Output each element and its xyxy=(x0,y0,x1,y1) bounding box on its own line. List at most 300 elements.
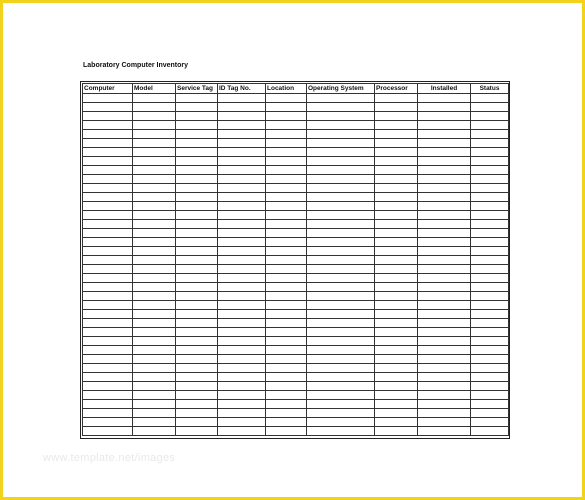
table-cell[interactable] xyxy=(418,427,471,436)
table-cell[interactable] xyxy=(176,265,218,274)
table-cell[interactable] xyxy=(133,202,176,211)
table-cell[interactable] xyxy=(418,265,471,274)
table-cell[interactable] xyxy=(133,112,176,121)
table-cell[interactable] xyxy=(266,139,307,148)
table-cell[interactable] xyxy=(375,337,418,346)
table-cell[interactable] xyxy=(218,238,266,247)
table-cell[interactable] xyxy=(133,427,176,436)
table-cell[interactable] xyxy=(307,319,375,328)
table-cell[interactable] xyxy=(83,121,133,130)
table-cell[interactable] xyxy=(83,337,133,346)
table-cell[interactable] xyxy=(83,382,133,391)
table-cell[interactable] xyxy=(133,364,176,373)
table-cell[interactable] xyxy=(266,220,307,229)
table-cell[interactable] xyxy=(83,409,133,418)
table-cell[interactable] xyxy=(218,193,266,202)
table-cell[interactable] xyxy=(266,211,307,220)
table-cell[interactable] xyxy=(133,409,176,418)
table-cell[interactable] xyxy=(375,121,418,130)
table-cell[interactable] xyxy=(418,418,471,427)
table-cell[interactable] xyxy=(176,283,218,292)
table-cell[interactable] xyxy=(83,355,133,364)
table-cell[interactable] xyxy=(176,130,218,139)
table-cell[interactable] xyxy=(418,373,471,382)
table-cell[interactable] xyxy=(307,274,375,283)
table-cell[interactable] xyxy=(176,247,218,256)
table-cell[interactable] xyxy=(176,238,218,247)
table-cell[interactable] xyxy=(418,328,471,337)
table-cell[interactable] xyxy=(133,121,176,130)
table-cell[interactable] xyxy=(133,103,176,112)
table-cell[interactable] xyxy=(83,274,133,283)
table-cell[interactable] xyxy=(266,391,307,400)
table-cell[interactable] xyxy=(471,373,509,382)
table-cell[interactable] xyxy=(266,166,307,175)
table-cell[interactable] xyxy=(176,166,218,175)
table-cell[interactable] xyxy=(83,400,133,409)
table-cell[interactable] xyxy=(218,220,266,229)
table-cell[interactable] xyxy=(375,328,418,337)
table-cell[interactable] xyxy=(133,310,176,319)
table-cell[interactable] xyxy=(266,283,307,292)
table-cell[interactable] xyxy=(471,247,509,256)
table-cell[interactable] xyxy=(375,175,418,184)
table-cell[interactable] xyxy=(471,202,509,211)
table-cell[interactable] xyxy=(83,130,133,139)
table-cell[interactable] xyxy=(375,292,418,301)
table-cell[interactable] xyxy=(83,301,133,310)
table-cell[interactable] xyxy=(218,427,266,436)
table-cell[interactable] xyxy=(83,346,133,355)
table-cell[interactable] xyxy=(375,193,418,202)
table-cell[interactable] xyxy=(83,112,133,121)
table-cell[interactable] xyxy=(418,355,471,364)
table-cell[interactable] xyxy=(307,220,375,229)
table-cell[interactable] xyxy=(375,148,418,157)
table-cell[interactable] xyxy=(83,238,133,247)
table-cell[interactable] xyxy=(176,220,218,229)
table-cell[interactable] xyxy=(266,247,307,256)
table-cell[interactable] xyxy=(218,175,266,184)
table-cell[interactable] xyxy=(471,283,509,292)
table-cell[interactable] xyxy=(307,112,375,121)
table-cell[interactable] xyxy=(307,175,375,184)
table-cell[interactable] xyxy=(176,112,218,121)
table-cell[interactable] xyxy=(176,157,218,166)
table-cell[interactable] xyxy=(375,301,418,310)
table-cell[interactable] xyxy=(307,202,375,211)
table-cell[interactable] xyxy=(176,139,218,148)
table-cell[interactable] xyxy=(176,409,218,418)
table-cell[interactable] xyxy=(418,112,471,121)
table-cell[interactable] xyxy=(375,94,418,103)
table-cell[interactable] xyxy=(176,382,218,391)
table-cell[interactable] xyxy=(83,148,133,157)
table-cell[interactable] xyxy=(471,301,509,310)
table-cell[interactable] xyxy=(471,418,509,427)
table-cell[interactable] xyxy=(133,193,176,202)
table-cell[interactable] xyxy=(375,391,418,400)
table-cell[interactable] xyxy=(471,103,509,112)
table-cell[interactable] xyxy=(307,382,375,391)
table-cell[interactable] xyxy=(218,256,266,265)
table-cell[interactable] xyxy=(133,148,176,157)
table-cell[interactable] xyxy=(418,103,471,112)
table-cell[interactable] xyxy=(133,184,176,193)
table-cell[interactable] xyxy=(418,202,471,211)
table-cell[interactable] xyxy=(176,346,218,355)
table-cell[interactable] xyxy=(471,310,509,319)
table-cell[interactable] xyxy=(218,121,266,130)
table-cell[interactable] xyxy=(218,391,266,400)
table-cell[interactable] xyxy=(176,94,218,103)
table-cell[interactable] xyxy=(471,256,509,265)
table-cell[interactable] xyxy=(471,355,509,364)
table-cell[interactable] xyxy=(307,427,375,436)
table-cell[interactable] xyxy=(218,247,266,256)
table-cell[interactable] xyxy=(266,382,307,391)
table-cell[interactable] xyxy=(266,418,307,427)
table-cell[interactable] xyxy=(375,355,418,364)
table-cell[interactable] xyxy=(176,328,218,337)
table-cell[interactable] xyxy=(218,319,266,328)
table-cell[interactable] xyxy=(266,337,307,346)
table-cell[interactable] xyxy=(375,112,418,121)
table-cell[interactable] xyxy=(307,391,375,400)
table-cell[interactable] xyxy=(471,292,509,301)
table-cell[interactable] xyxy=(375,238,418,247)
table-cell[interactable] xyxy=(133,283,176,292)
table-cell[interactable] xyxy=(176,211,218,220)
table-cell[interactable] xyxy=(418,364,471,373)
table-cell[interactable] xyxy=(471,157,509,166)
table-cell[interactable] xyxy=(176,121,218,130)
table-cell[interactable] xyxy=(471,319,509,328)
table-cell[interactable] xyxy=(307,364,375,373)
table-cell[interactable] xyxy=(218,112,266,121)
table-cell[interactable] xyxy=(176,193,218,202)
table-cell[interactable] xyxy=(133,157,176,166)
table-cell[interactable] xyxy=(218,382,266,391)
table-cell[interactable] xyxy=(307,373,375,382)
table-cell[interactable] xyxy=(375,247,418,256)
table-cell[interactable] xyxy=(83,166,133,175)
table-cell[interactable] xyxy=(176,301,218,310)
table-cell[interactable] xyxy=(133,139,176,148)
table-cell[interactable] xyxy=(83,256,133,265)
table-cell[interactable] xyxy=(218,328,266,337)
table-cell[interactable] xyxy=(418,130,471,139)
table-cell[interactable] xyxy=(375,382,418,391)
table-cell[interactable] xyxy=(218,202,266,211)
table-cell[interactable] xyxy=(307,310,375,319)
table-cell[interactable] xyxy=(133,328,176,337)
table-cell[interactable] xyxy=(471,382,509,391)
table-cell[interactable] xyxy=(471,274,509,283)
table-cell[interactable] xyxy=(418,382,471,391)
table-cell[interactable] xyxy=(266,355,307,364)
table-cell[interactable] xyxy=(133,373,176,382)
table-cell[interactable] xyxy=(266,328,307,337)
table-cell[interactable] xyxy=(375,310,418,319)
table-cell[interactable] xyxy=(375,211,418,220)
table-cell[interactable] xyxy=(418,166,471,175)
table-cell[interactable] xyxy=(307,247,375,256)
table-cell[interactable] xyxy=(83,139,133,148)
table-cell[interactable] xyxy=(307,301,375,310)
table-cell[interactable] xyxy=(176,319,218,328)
table-cell[interactable] xyxy=(83,427,133,436)
table-cell[interactable] xyxy=(418,193,471,202)
table-cell[interactable] xyxy=(83,319,133,328)
table-cell[interactable] xyxy=(133,382,176,391)
table-cell[interactable] xyxy=(218,310,266,319)
table-cell[interactable] xyxy=(307,418,375,427)
table-cell[interactable] xyxy=(471,238,509,247)
table-cell[interactable] xyxy=(418,274,471,283)
table-cell[interactable] xyxy=(375,418,418,427)
table-cell[interactable] xyxy=(471,400,509,409)
table-cell[interactable] xyxy=(266,292,307,301)
table-cell[interactable] xyxy=(471,130,509,139)
table-cell[interactable] xyxy=(133,292,176,301)
table-cell[interactable] xyxy=(418,247,471,256)
table-cell[interactable] xyxy=(418,157,471,166)
table-cell[interactable] xyxy=(218,229,266,238)
table-cell[interactable] xyxy=(176,355,218,364)
table-cell[interactable] xyxy=(83,193,133,202)
table-cell[interactable] xyxy=(307,328,375,337)
table-cell[interactable] xyxy=(307,148,375,157)
table-cell[interactable] xyxy=(83,247,133,256)
table-cell[interactable] xyxy=(375,184,418,193)
table-cell[interactable] xyxy=(418,94,471,103)
table-cell[interactable] xyxy=(133,130,176,139)
table-cell[interactable] xyxy=(218,292,266,301)
table-cell[interactable] xyxy=(83,310,133,319)
table-cell[interactable] xyxy=(471,193,509,202)
table-cell[interactable] xyxy=(218,274,266,283)
table-cell[interactable] xyxy=(176,391,218,400)
table-cell[interactable] xyxy=(375,157,418,166)
table-cell[interactable] xyxy=(375,283,418,292)
table-cell[interactable] xyxy=(418,256,471,265)
table-cell[interactable] xyxy=(133,166,176,175)
table-cell[interactable] xyxy=(176,427,218,436)
table-cell[interactable] xyxy=(218,166,266,175)
table-cell[interactable] xyxy=(176,364,218,373)
table-cell[interactable] xyxy=(471,220,509,229)
table-cell[interactable] xyxy=(176,148,218,157)
table-cell[interactable] xyxy=(218,337,266,346)
table-cell[interactable] xyxy=(418,346,471,355)
table-cell[interactable] xyxy=(83,157,133,166)
table-cell[interactable] xyxy=(418,400,471,409)
table-cell[interactable] xyxy=(176,229,218,238)
table-cell[interactable] xyxy=(133,337,176,346)
table-cell[interactable] xyxy=(218,184,266,193)
table-cell[interactable] xyxy=(418,175,471,184)
table-cell[interactable] xyxy=(133,256,176,265)
table-cell[interactable] xyxy=(471,148,509,157)
table-cell[interactable] xyxy=(307,292,375,301)
table-cell[interactable] xyxy=(307,400,375,409)
table-cell[interactable] xyxy=(307,130,375,139)
table-cell[interactable] xyxy=(83,418,133,427)
table-cell[interactable] xyxy=(375,202,418,211)
table-cell[interactable] xyxy=(471,409,509,418)
table-cell[interactable] xyxy=(83,103,133,112)
table-cell[interactable] xyxy=(375,130,418,139)
table-cell[interactable] xyxy=(218,364,266,373)
table-cell[interactable] xyxy=(307,193,375,202)
table-cell[interactable] xyxy=(471,337,509,346)
table-cell[interactable] xyxy=(471,139,509,148)
table-cell[interactable] xyxy=(133,220,176,229)
table-cell[interactable] xyxy=(133,265,176,274)
table-cell[interactable] xyxy=(418,391,471,400)
table-cell[interactable] xyxy=(218,301,266,310)
table-cell[interactable] xyxy=(471,112,509,121)
table-cell[interactable] xyxy=(176,256,218,265)
table-cell[interactable] xyxy=(266,193,307,202)
table-cell[interactable] xyxy=(83,364,133,373)
table-cell[interactable] xyxy=(266,400,307,409)
table-cell[interactable] xyxy=(375,400,418,409)
table-cell[interactable] xyxy=(176,337,218,346)
table-cell[interactable] xyxy=(218,211,266,220)
table-cell[interactable] xyxy=(307,166,375,175)
table-cell[interactable] xyxy=(133,94,176,103)
table-cell[interactable] xyxy=(471,184,509,193)
table-cell[interactable] xyxy=(218,373,266,382)
table-cell[interactable] xyxy=(266,202,307,211)
table-cell[interactable] xyxy=(471,229,509,238)
table-cell[interactable] xyxy=(133,238,176,247)
table-cell[interactable] xyxy=(218,400,266,409)
table-cell[interactable] xyxy=(266,310,307,319)
table-cell[interactable] xyxy=(307,238,375,247)
table-cell[interactable] xyxy=(133,400,176,409)
table-cell[interactable] xyxy=(218,418,266,427)
table-cell[interactable] xyxy=(307,139,375,148)
table-cell[interactable] xyxy=(266,103,307,112)
table-cell[interactable] xyxy=(266,148,307,157)
table-cell[interactable] xyxy=(133,229,176,238)
table-cell[interactable] xyxy=(307,409,375,418)
table-cell[interactable] xyxy=(83,328,133,337)
table-cell[interactable] xyxy=(266,184,307,193)
table-cell[interactable] xyxy=(418,148,471,157)
table-cell[interactable] xyxy=(176,400,218,409)
table-cell[interactable] xyxy=(418,301,471,310)
table-cell[interactable] xyxy=(266,319,307,328)
table-cell[interactable] xyxy=(266,121,307,130)
table-cell[interactable] xyxy=(176,373,218,382)
table-cell[interactable] xyxy=(218,139,266,148)
table-cell[interactable] xyxy=(471,211,509,220)
table-cell[interactable] xyxy=(218,103,266,112)
table-cell[interactable] xyxy=(307,157,375,166)
table-cell[interactable] xyxy=(307,184,375,193)
table-cell[interactable] xyxy=(218,157,266,166)
table-cell[interactable] xyxy=(418,310,471,319)
table-cell[interactable] xyxy=(266,112,307,121)
table-cell[interactable] xyxy=(375,139,418,148)
table-cell[interactable] xyxy=(218,346,266,355)
table-cell[interactable] xyxy=(375,346,418,355)
table-cell[interactable] xyxy=(375,229,418,238)
table-cell[interactable] xyxy=(176,103,218,112)
table-cell[interactable] xyxy=(307,94,375,103)
table-cell[interactable] xyxy=(176,202,218,211)
table-cell[interactable] xyxy=(266,157,307,166)
table-cell[interactable] xyxy=(471,166,509,175)
table-cell[interactable] xyxy=(83,391,133,400)
table-cell[interactable] xyxy=(83,94,133,103)
table-cell[interactable] xyxy=(471,364,509,373)
table-cell[interactable] xyxy=(307,346,375,355)
table-cell[interactable] xyxy=(375,373,418,382)
table-cell[interactable] xyxy=(266,274,307,283)
table-cell[interactable] xyxy=(375,409,418,418)
table-cell[interactable] xyxy=(176,175,218,184)
table-cell[interactable] xyxy=(471,265,509,274)
table-cell[interactable] xyxy=(418,220,471,229)
table-cell[interactable] xyxy=(133,211,176,220)
table-cell[interactable] xyxy=(375,256,418,265)
table-cell[interactable] xyxy=(83,292,133,301)
table-cell[interactable] xyxy=(266,427,307,436)
table-cell[interactable] xyxy=(375,220,418,229)
table-cell[interactable] xyxy=(418,283,471,292)
table-cell[interactable] xyxy=(83,265,133,274)
table-cell[interactable] xyxy=(471,346,509,355)
table-cell[interactable] xyxy=(375,274,418,283)
table-cell[interactable] xyxy=(375,166,418,175)
table-cell[interactable] xyxy=(375,427,418,436)
table-cell[interactable] xyxy=(418,292,471,301)
table-cell[interactable] xyxy=(307,229,375,238)
table-cell[interactable] xyxy=(307,337,375,346)
table-cell[interactable] xyxy=(418,238,471,247)
table-cell[interactable] xyxy=(418,184,471,193)
table-cell[interactable] xyxy=(176,310,218,319)
table-cell[interactable] xyxy=(133,355,176,364)
table-cell[interactable] xyxy=(375,364,418,373)
table-cell[interactable] xyxy=(418,121,471,130)
table-cell[interactable] xyxy=(307,355,375,364)
table-cell[interactable] xyxy=(83,184,133,193)
table-cell[interactable] xyxy=(176,292,218,301)
table-cell[interactable] xyxy=(83,283,133,292)
table-cell[interactable] xyxy=(266,373,307,382)
table-cell[interactable] xyxy=(218,148,266,157)
table-cell[interactable] xyxy=(176,418,218,427)
table-cell[interactable] xyxy=(176,274,218,283)
table-cell[interactable] xyxy=(471,175,509,184)
table-cell[interactable] xyxy=(218,355,266,364)
table-cell[interactable] xyxy=(307,256,375,265)
table-cell[interactable] xyxy=(471,427,509,436)
table-cell[interactable] xyxy=(266,175,307,184)
table-cell[interactable] xyxy=(266,229,307,238)
table-cell[interactable] xyxy=(266,364,307,373)
table-cell[interactable] xyxy=(133,346,176,355)
table-cell[interactable] xyxy=(471,328,509,337)
table-cell[interactable] xyxy=(471,121,509,130)
table-cell[interactable] xyxy=(133,301,176,310)
